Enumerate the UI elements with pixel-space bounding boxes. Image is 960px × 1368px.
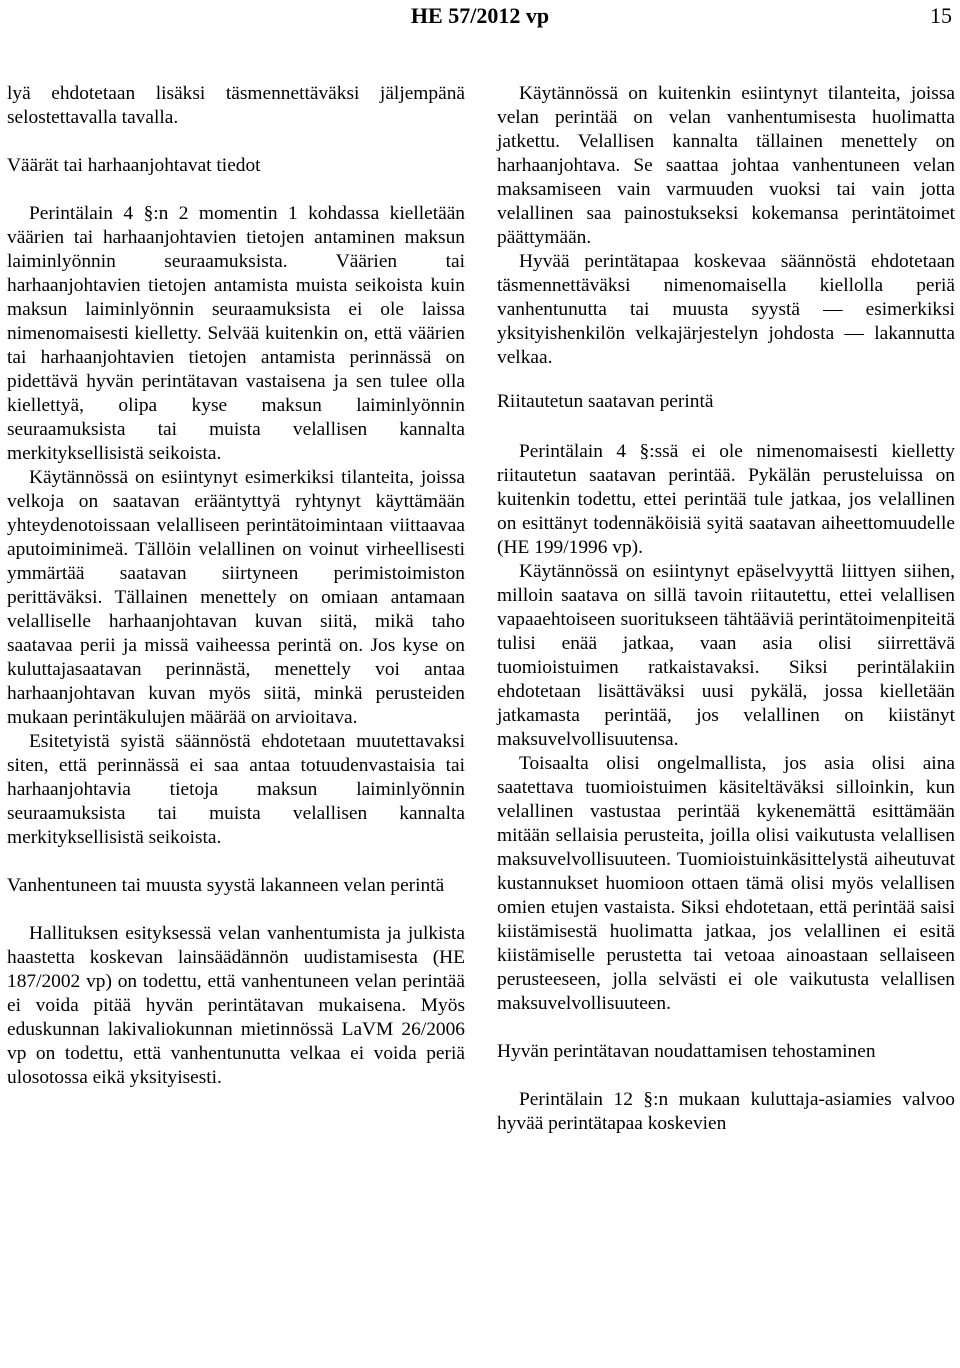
left-column [7, 82, 465, 1090]
paragraph: lyä ehdotetaan lisäksi täsmennettäväksi jäljempänä selostettavalla tavalla. [7, 83, 465, 128]
paragraph: Käytännössä on esiintynyt epäselvyyttä liittyen siihen, milloin saatava on sillä tavoin riitautettu, ettei velallisen vapaaehtoiseen suoritukseen tähtääviä perintätoimenpiteitä tulisi enää jatkaa, vaan asia olisi siirrettävä tuomioistuimen ratkaistavaksi. Siksi perintälakiin ehdotetaan lisättäväksi uusi pykälä, jossa kielletään jatkamasta perintää, jos velallinen on kiistänyt maksuvelvollisuutensa. [497, 561, 955, 750]
paragraph: Perintälain 4 §:n 2 momentin 1 kohdassa kielletään väärien tai harhaanjohtavien tietojen antaminen maksun laiminlyönnin seuraamuksista. Väärien tai harhaanjohtavien tietojen antamista muista seikoista kuin maksun laiminlyönnin seuraamuksista ei ole laissa nimenomaisesti kielletty. Selvää kuitenkin on, että väärien tai harhaanjohtavien tietojen antamista perinnässä on pidettävä hyvän perintätavan vastaisena ja sen tulee olla kiellettyä, olipa kyse maksun laiminlyönnin seuraamuksista tai muista velallisen kannalta merkityksellisistä seikoista. [7, 203, 465, 464]
paragraph: Käytännössä on esiintynyt esimerkiksi tilanteita, joissa velkoja on saatavan erääntyttyä ryhtynyt käyttämään yhteydenotoissaan velalliseen perintätoimintaan viittaavaa aputoiminimeä. Tällöin velallinen on voinut virheellisesti ymmärtää saatavan siirtyneen perimistoimiston perittäväksi. Tällainen menettely on omiaan antamaan velalliselle harhaanjohtavan kuvan siitä, mikä taho saatavaa perii ja missä vaiheessa perintä on. Jos kyse on kuluttajasaatavan perinnästä, menettely voi antaa harhaanjohtavan kuvan myös siitä, minkä perusteiden mukaan perintäkulujen määrää on arvioitava. [7, 467, 465, 728]
section-heading: Riitautetun saatavan perintä [497, 391, 714, 412]
paragraph: Hyvää perintätapaa koskevaa säännöstä ehdotetaan täsmennettäväksi nimenomaisella kiellolla periä vanhentunutta tai muusta syystä — esimerkiksi yksityishenkilön velkajärjestelyn johdosta — lakannutta velkaa. [497, 251, 955, 368]
paragraph: Toisaalta olisi ongelmallista, jos asia olisi aina saatettava tuomioistuimen käsiteltäväksi silloinkin, kun velallinen vastustaa perintää kykenemättä esittämään mitään sellaisia perusteita, joilla olisi vaikutusta velallisen maksuvelvollisuuteen. Tuomioistuinkäsittelystä aiheutuvat kustannukset huomioon ottaen tämä olisi myös velallisen omien etujen vastaista. Siksi ehdotetaan, että perintää saisi kiistämisestä huolimatta jatkaa, jos velallinen ei esitä kiistämiselle perustetta tai vetoaa ainoastaan sellaiseen perusteeseen, jolla selvästi ei ole vaikutusta velallisen maksuvelvollisuuteen. [497, 753, 955, 1014]
right-column [497, 82, 955, 1136]
paragraph: Perintälain 12 §:n mukaan kuluttaja-asiamies valvoo hyvää perintätapaa koskevien [497, 1089, 955, 1134]
page-number: 15 [930, 3, 952, 28]
section-heading: Väärät tai harhaanjohtavat tiedot [7, 155, 261, 176]
paragraph: Käytännössä on kuitenkin esiintynyt tilanteita, joissa velan perintää on velan vanhentumisesta huolimatta jatkettu. Velallisen kannalta tällainen menettely on harhaanjohtava. Se saattaa johtaa vanhentuneen velan maksamiseen vain varmuuden vuoksi tai vain jotta velallinen saa painostukseksi kokemansa perintätoimet päättymään. [497, 83, 955, 248]
paragraph: Esitetyistä syistä säännöstä ehdotetaan muutettavaksi siten, että perinnässä ei saa antaa totuudenvastaisia tai harhaanjohtavia tietoja maksun laiminlyönnin seuraamuksista tai muista velallisen kannalta merkityksellisistä seikoista. [7, 731, 465, 848]
section-heading: Vanhentuneen tai muusta syystä lakanneen velan perintä [7, 875, 445, 896]
document-id: HE 57/2012 vp [410, 3, 550, 28]
section-heading: Hyvän perintätavan noudattamisen tehostaminen [497, 1041, 876, 1062]
paragraph: Perintälain 4 §:ssä ei ole nimenomaisesti kielletty riitautetun saatavan perintää. Pykälän perusteluissa on kuitenkin todettu, ettei perintää tule jatkaa, jos velallinen on esittänyt todennäköisiä syitä saatavan aiheettomuudelle (HE 199/1996 vp). [497, 441, 955, 558]
page-header [0, 0, 960, 40]
paragraph: Hallituksen esityksessä velan vanhentumista ja julkista haastetta koskevan lainsäädännön uudistamisesta (HE 187/2002 vp) on todettu, että vanhentuneen velan perintää ei voida pitää hyvän perintätavan mukaisena. Myös eduskunnan lakivaliokunnan mietinnössä LaVM 26/2006 vp on todettu, että vanhentunutta velkaa ei voida periä ulosotossa eikä yksityisesti. [7, 923, 465, 1088]
